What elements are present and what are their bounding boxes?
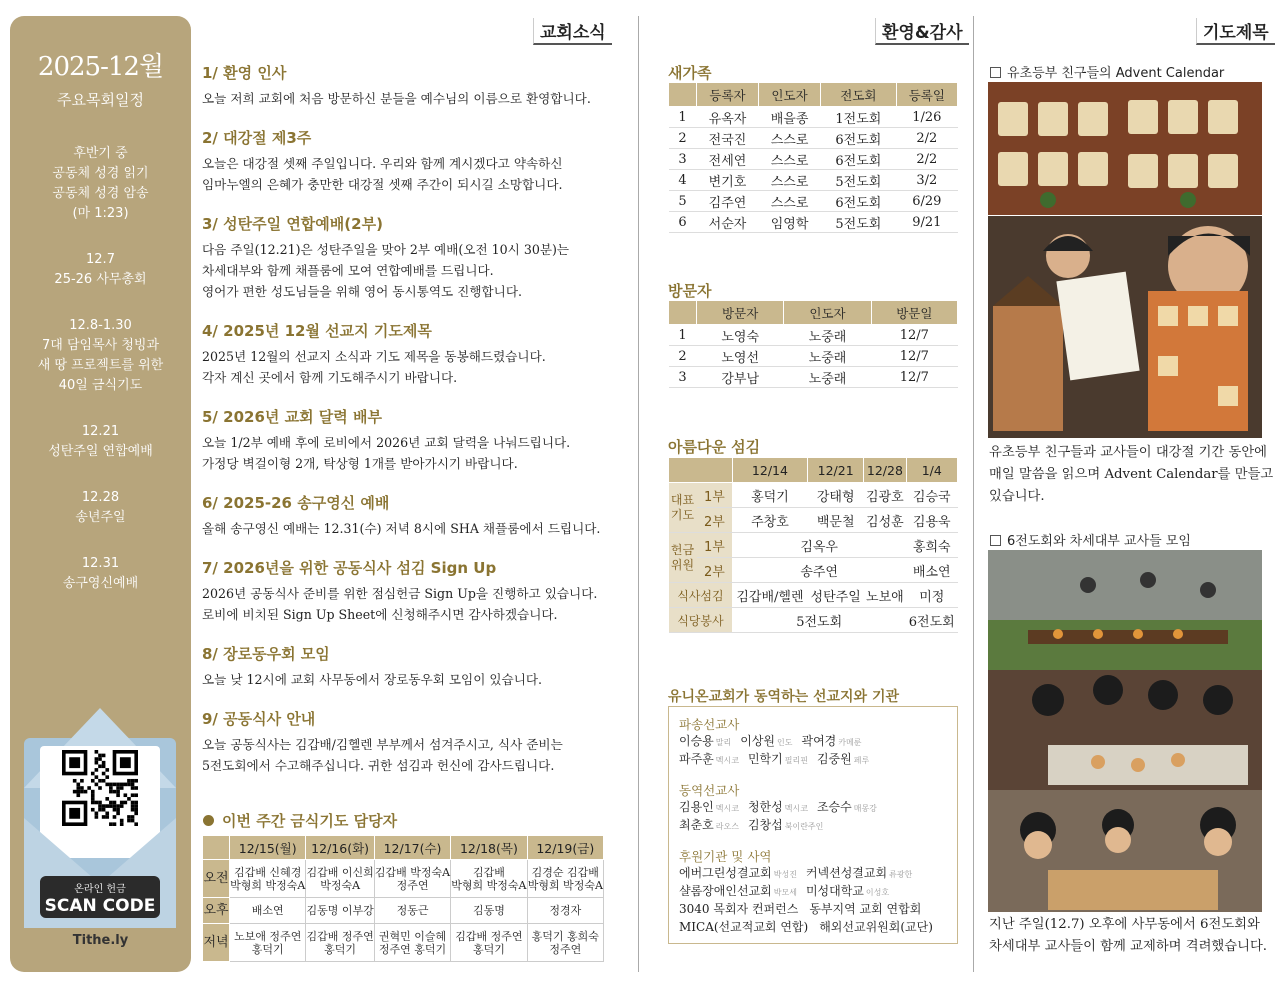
mission-name: 3040 목회자 컨퍼런스 [679,902,799,916]
table-cell: 노중래 [784,325,871,346]
news-item [202,557,612,625]
schedule-event-line: 7대 담임목사 청빙과 [42,338,159,353]
mission-name: MICA(선교적교회 연합) [679,920,809,934]
schedule-event-line: 송년주일 [75,510,126,525]
schedule-event-line: 성탄주일 연합예배 [48,444,153,459]
newfamily-table [668,82,958,233]
mission-location: 페루 [853,756,870,765]
serving-role-label: 식당봉사 [669,608,733,633]
mission-name: 샬롬장애인선교회 [679,884,772,898]
fasting-cell [527,860,603,898]
schedule-event-line: 12.8-1.30 [69,318,132,333]
serving-cell: 주창호 [732,508,807,533]
caption-line: 매일 말씀을 읽으며 Advent Calendar를 만들고 [989,467,1274,482]
schedule-event-line: 40일 금식기도 [58,378,143,393]
table-row [669,170,958,191]
news-item-text: 차세대부와 함께 채플룸에 모여 연합예배를 드립니다. [202,263,494,278]
service-label: 1부 [697,533,733,558]
fasting-name: 박형희 박정숙A [230,878,306,892]
news-item-text: 다음 주일(12.21)은 성탄주일을 맞아 2부 예배(오전 10시 30분)는 [202,242,570,257]
serving-row [669,533,958,558]
serving-role-label: 식사섬김 [669,583,733,608]
table-cell: 스스로 [759,149,821,170]
divider [638,16,639,972]
table-header [669,83,697,107]
table-cell: 김주연 [697,191,759,212]
table-cell: 스스로 [759,191,821,212]
news-item [202,320,612,388]
prayer-item-1-title: 유초등부 친구들의 Advent Calendar [990,62,1224,81]
serving-date: 12/28 [864,458,906,483]
serving-cell: 김성훈 [864,508,906,533]
fasting-cell [451,860,527,898]
news-item-title: 9/ 공동식사 안내 [202,710,316,728]
fasting-cell [374,898,450,924]
mission-row [679,901,947,919]
table-cell: 1/26 [896,107,957,128]
table-cell: 2/2 [896,149,957,170]
mission-name: 커넥션성결교회 [805,866,888,880]
table-header: 방문일 [871,301,957,325]
table-cell: 노영선 [697,346,784,367]
serving-cell: 김승국 [906,483,958,508]
serving-role-label: 대표 기도 [669,483,697,533]
missions-box [668,706,958,944]
serving-cell: 6전도회 [906,608,958,633]
fasting-day-header: 12/17(수) [374,836,450,860]
mission-name: 이승용 [679,734,714,748]
mission-group-title: 파송선교사 [679,717,740,732]
fasting-title: 이번 주간 금식기도 담당자 [203,810,397,831]
mission-name: 김창섭 [747,818,783,832]
mission-row [679,799,947,817]
fasting-day-header: 12/19(금) [527,836,603,860]
caption-line: 차세대부 교사들이 함께 교제하며 격려했습니다. [989,939,1268,954]
table-cell: 전국진 [697,128,759,149]
table-cell: 12/7 [871,346,957,367]
serving-table [668,457,958,633]
fasting-day-header: 12/16(화) [306,836,374,860]
serving-date: 1/4 [906,458,958,483]
table-header: 방문자 [697,301,784,325]
table-cell: 6 [669,212,697,233]
news-item-text: 올해 송구영신 예배는 12.31(수) 저녁 8시에 SHA 채플룸에서 드립니다. [202,521,601,536]
table-row [669,191,958,212]
table-cell: 노영숙 [697,325,784,346]
table-header: 등록자 [697,83,759,107]
mission-location: 북이란주인 [784,822,824,831]
fasting-name: 정경자 [549,904,582,917]
serving-role-label: 헌금 위원 [669,533,697,583]
advent-calendar-photo-2 [988,216,1262,438]
news-item-text: 오늘 저희 교회에 처음 방문하신 분들을 예수님의 이름으로 환영합니다. [202,91,591,106]
table-cell: 5전도회 [821,170,897,191]
serving-cell: 송주연 [732,558,906,583]
news-item [202,213,612,302]
mission-name: 청한성 [747,800,783,814]
mission-location: 카메룬 [838,738,862,747]
serving-row [669,483,958,508]
serving-header-row [669,458,958,483]
mission-group-title: 후원기관 및 사역 [679,849,772,864]
mission-name: 김용인 [679,800,714,814]
news-item-title: 6/ 2025-26 송구영신 예배 [202,494,390,512]
newfamily-title: 새가족 [668,64,712,82]
visitors-title: 방문자 [668,282,712,300]
fasting-cell [374,924,450,962]
schedule-event [10,488,191,528]
service-label: 1부 [697,483,733,508]
divider [973,16,974,972]
news-item [202,62,612,109]
schedule-event-line: 송구영신예배 [62,576,139,591]
table-header-row [669,301,958,325]
fasting-name: 홍덕기 [251,942,284,956]
caption-line: 있습니다. [989,489,1045,504]
fasting-cell [230,860,306,898]
mission-row [679,919,947,937]
table-row [669,149,958,170]
mission-name: 김중원 [816,752,852,766]
schedule-event-line: 12.21 [81,424,120,439]
fasting-name: 정주연 [549,942,582,956]
mission-location: 이성호 [865,888,890,897]
fasting-day-header: 12/18(목) [451,836,527,860]
mission-name: 파주훈 [679,752,714,766]
mission-location: 박모세 [773,888,797,897]
table-header: 인도자 [759,83,821,107]
fasting-cell [451,898,527,924]
mission-location: 멕시코 [715,756,739,765]
serving-title: 아름다운 섬김 [668,438,761,456]
schedule-event [10,554,191,594]
mission-location: 류광한 [889,870,913,879]
serving-date: 12/21 [808,458,864,483]
news-item-title: 2/ 대강절 제3주 [202,129,312,147]
news-item-text: 임마누엘의 은혜가 충만한 대강절 셋째 주간이 되시길 소망합니다. [202,177,563,192]
news-item [202,708,612,776]
table-header [669,301,697,325]
mission-name: 동부지역 교회 연합회 [809,902,922,916]
news-item-text: 가정당 벽걸이형 2개, 탁상형 1개를 받아가시기 바랍니다. [202,456,518,471]
scan-small-label: 온라인 헌금 [74,884,126,895]
fasting-name: 노보애 정주연 [234,929,302,943]
fasting-time-label: 저녁 [203,924,230,962]
serving-cell: 홍희숙 [906,533,958,558]
corner-cell [669,458,733,483]
caption-line: 지난 주일(12.7) 오후에 사무동에서 6전도회와 [989,917,1260,932]
missions-title: 유니온교회가 동역하는 선교지와 기관 [668,689,900,705]
fasting-name: 홍덕기 [472,942,505,956]
scan-big-label: SCAN CODE [44,896,156,916]
fasting-day-header: 12/15(월) [230,836,306,860]
news-item-text: 2025년 12월의 선교지 소식과 기도 제목을 동봉해드렸습니다. [202,349,546,364]
news-item [202,127,612,195]
fasting-name: 김갑배 정주연 [455,929,523,943]
fasting-name: 홍덕기 [324,942,357,956]
news-item-text: 오늘은 대강절 셋째 주일입니다. 우리와 함께 계시겠다고 약속하신 [202,156,563,171]
table-row [669,128,958,149]
fasting-name: 정주연 [396,878,429,892]
serving-date: 12/14 [732,458,807,483]
mission-location: 필리핀 [784,756,808,765]
mission-name: 해외선교위원회(교단) [819,920,933,934]
fasting-name: 박정숙A [320,878,361,892]
qr-code-icon[interactable] [62,750,138,826]
schedule-event-line: 12.28 [81,490,120,505]
news-item-text: 5전도회에서 수고해주십니다. 귀한 섬김과 헌신에 감사드립니다. [202,758,555,773]
fasting-name: 김갑배 정주연 [306,929,374,943]
fasting-cell [306,860,374,898]
fasting-cell [230,898,306,924]
news-list [202,62,612,794]
schedule-event-line: 12.31 [81,556,120,571]
mission-name: 최춘호 [679,818,714,832]
fasting-row [203,898,604,924]
fasting-cell [451,924,527,962]
tag-welcome: 환영&감사 [875,18,969,45]
tithe-link[interactable]: Tithe.ly [72,933,129,948]
serving-cell: 강태형 [808,483,864,508]
news-item-text: 로비에 비치된 Sign Up Sheet에 신청해주시면 감사하겠습니다. [202,607,558,622]
table-cell: 배을종 [759,107,821,128]
table-cell: 유옥자 [697,107,759,128]
table-cell: 스스로 [759,128,821,149]
table-cell: 4 [669,170,697,191]
mission-location: 라오스 [715,822,739,831]
news-item-title: 3/ 성탄주일 연합예배(2부) [202,215,383,233]
schedule-event-line: 공동체 성경 읽기 [52,166,149,181]
serving-row [669,583,958,608]
serving-cell: 백문철 [808,508,864,533]
news-item-title: 8/ 장로동우회 모임 [202,645,330,663]
table-cell: 1 [669,325,697,346]
table-header: 인도자 [784,301,871,325]
table-cell: 12/7 [871,367,957,388]
table-cell: 3 [669,149,697,170]
service-label: 2부 [697,508,733,533]
table-row [669,107,958,128]
serving-cell: 김광호 [864,483,906,508]
news-item-text: 2026년 공동식사 준비를 위한 점심헌금 Sign Up을 진행하고 있습니다. [202,586,598,601]
table-cell: 노중래 [784,367,871,388]
schedule-sidebar [10,16,191,972]
caption-line: 유초등부 친구들과 교사들이 대강절 기간 동안에 [989,445,1268,460]
serving-row [669,558,958,583]
mission-name: 미성대학교 [805,884,864,898]
schedule-subtitle: 주요목회일정 [57,91,144,109]
news-item-text: 오늘 1/2부 예배 후에 로비에서 2026년 교회 달력을 나눠드립니다. [202,435,571,450]
fasting-header-row [203,836,604,860]
schedule-event [10,144,191,224]
news-item-title: 5/ 2026년 교회 달력 배부 [202,408,382,426]
fellowship-photo [988,550,1262,912]
table-row [669,367,958,388]
fasting-cell [374,860,450,898]
fasting-name: 박형희 박정숙A [451,878,527,892]
tag-prayer: 기도제목 [1196,18,1275,45]
schedule-events [10,144,191,594]
table-cell: 6전도회 [821,128,897,149]
schedule-event-line: 공동체 성경 암송 [52,186,149,201]
corner-cell [203,836,230,860]
table-cell: 5전도회 [821,212,897,233]
serving-cell: 김용욱 [906,508,958,533]
serving-row [669,508,958,533]
news-item-text: 영어가 편한 성도님들을 위해 영어 동시통역도 진행합니다. [202,284,522,299]
schedule-event-line: 후반기 중 [73,146,128,161]
table-cell: 3/2 [896,170,957,191]
mission-row [679,733,947,751]
prayer-item-2-caption [989,914,1268,958]
fasting-name: 홍덕기 홍희숙 [531,929,599,943]
table-cell: 9/21 [896,212,957,233]
serving-cell: 김옥우 [732,533,906,558]
news-item [202,643,612,690]
fasting-row [203,924,604,962]
fasting-time-label: 오전 [203,860,230,898]
tag-news: 교회소식 [533,18,612,45]
fasting-cell [306,898,374,924]
mission-group-title: 동역선교사 [679,783,740,798]
schedule-event-line: 새 땅 프로젝트를 위한 [37,358,164,373]
table-cell: 변기호 [697,170,759,191]
schedule-event [10,316,191,396]
prayer-item-2-title: 6전도회와 차세대부 교사들 모임 [990,530,1191,549]
table-row [669,325,958,346]
table-cell: 임영학 [759,212,821,233]
service-label: 2부 [697,558,733,583]
table-cell: 6/29 [896,191,957,212]
table-cell: 5 [669,191,697,212]
fasting-name: 김갑배 박정숙A [374,865,451,879]
serving-cell: 홍덕기 [732,483,807,508]
serving-cell: 배소연 [906,558,958,583]
mission-name: 민학기 [747,752,783,766]
schedule-event-line: 12.7 [86,252,115,267]
table-cell: 스스로 [759,170,821,191]
fasting-cell [527,898,603,924]
fasting-name: 김동명 [472,904,505,917]
table-row [669,212,958,233]
advent-calendar-photo-1 [988,82,1262,215]
mission-location: 멕시코 [715,804,739,813]
table-cell: 12/7 [871,325,957,346]
schedule-event [10,422,191,462]
serving-cell: 김갑배/헬렌 [732,583,807,608]
fasting-name: 권혁민 이슬혜 [378,929,447,943]
fasting-name: 김동명 이부강 [306,904,374,917]
serving-cell: 5전도회 [732,608,906,633]
serving-cell: 노보애 [864,583,906,608]
mission-row [679,817,947,835]
fasting-name: 김경순 김갑배 [531,865,599,879]
schedule-event [10,250,191,290]
table-header-row [669,83,958,107]
table-cell: 서순자 [697,212,759,233]
fasting-cell [527,924,603,962]
month-title: 2025-12월 [37,52,164,82]
fasting-table [202,835,604,962]
table-row [669,346,958,367]
mission-location: 말리 [715,738,732,747]
fasting-name: 김갑배 [472,865,505,879]
mission-location: 매몽강 [853,804,877,813]
table-cell: 2/2 [896,128,957,149]
table-cell: 1전도회 [821,107,897,128]
visitors-table [668,300,958,388]
serving-row [669,608,958,633]
checkbox-icon [990,535,1001,546]
table-cell: 3 [669,367,697,388]
mission-name: 이상원 [740,734,776,748]
fasting-name: 정주연 홍덕기 [378,942,447,956]
fasting-name: 김갑배 이신희 [306,865,374,879]
table-cell: 전세연 [697,149,759,170]
mission-location: 멕시코 [784,804,808,813]
table-cell: 6전도회 [821,191,897,212]
mission-row [679,883,947,901]
fasting-cell [306,924,374,962]
mission-location: 박성진 [773,870,797,879]
news-item-text: 각자 계신 곳에서 함께 기도해주시기 바랍니다. [202,370,458,385]
table-cell: 강부남 [697,367,784,388]
table-cell: 1 [669,107,697,128]
news-item-title: 1/ 환영 인사 [202,64,287,82]
serving-cell: 성탄주일 [808,583,864,608]
mission-name: 에버그린성결교회 [679,866,772,880]
checkbox-icon [990,67,1001,78]
mission-name: 곽여경 [801,734,837,748]
mission-location: 인도 [777,738,793,747]
fasting-name: 정동근 [396,904,429,917]
fasting-name: 박형희 박정숙A [527,878,603,892]
fasting-name: 배소연 [251,904,284,917]
fasting-cell [230,924,306,962]
table-cell: 노중래 [784,346,871,367]
mission-name: 조승수 [816,800,852,814]
table-cell: 2 [669,128,697,149]
table-header: 전도회 [821,83,897,107]
prayer-item-1-caption [989,442,1274,508]
news-item-title: 7/ 2026년을 위한 공동식사 섬김 Sign Up [202,559,497,577]
schedule-event-line: (마 1:23) [72,206,129,221]
fasting-time-label: 오후 [203,898,230,924]
serving-cell: 미정 [906,583,958,608]
table-header: 등록일 [896,83,957,107]
news-item-title: 4/ 2025년 12월 선교지 기도제목 [202,322,432,340]
bullet-icon [203,815,214,826]
offering-envelope[interactable] [24,708,176,930]
table-cell: 2 [669,346,697,367]
table-cell: 6전도회 [821,149,897,170]
news-item-text: 오늘 낮 12시에 교회 사무동에서 장로동우회 모임이 있습니다. [202,672,543,687]
news-item [202,406,612,474]
fasting-row [203,860,604,898]
schedule-event-line: 25-26 사무총회 [54,272,147,287]
mission-row [679,865,947,883]
fasting-name: 김갑배 신혜경 [234,865,302,879]
scan-code-badge[interactable] [40,876,160,918]
mission-row [679,751,947,769]
news-item [202,492,612,539]
news-item-text: 오늘 공동식사는 김갑배/김헬렌 부부께서 섬겨주시고, 식사 준비는 [202,737,563,752]
